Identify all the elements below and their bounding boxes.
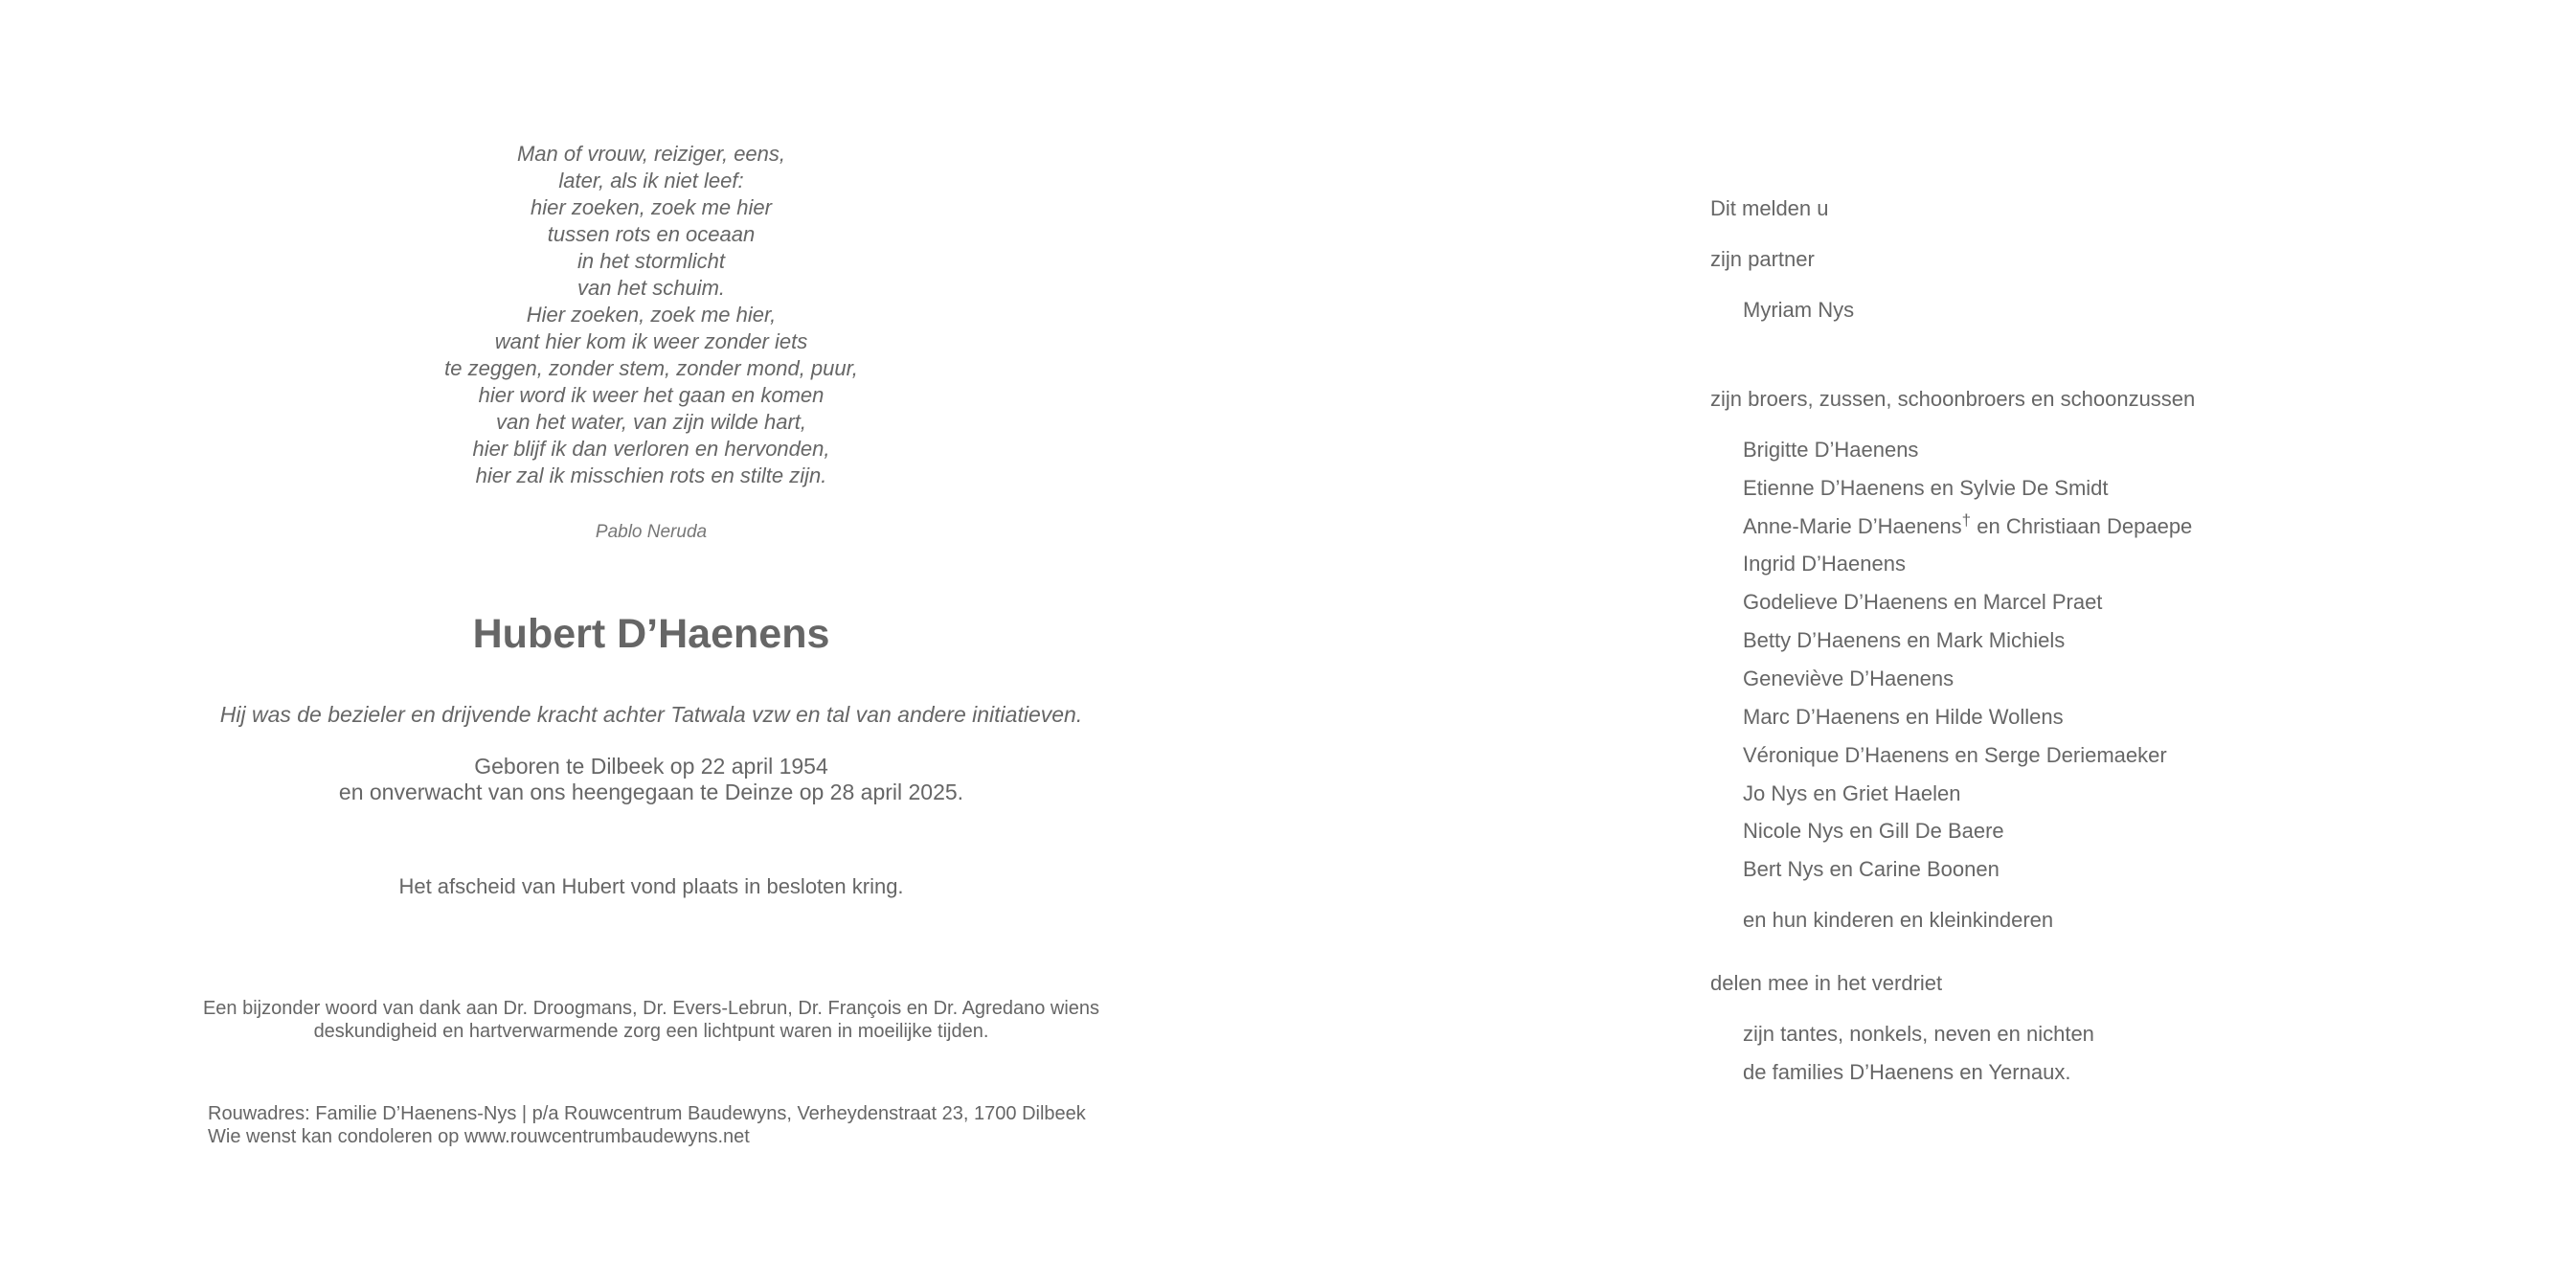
thanks-note: [172, 997, 1130, 1043]
poem-author: Pablo Neruda: [595, 522, 708, 542]
sibling-entry: [1743, 510, 2193, 540]
poem-line: tussen rots en oceaan: [547, 222, 756, 246]
descendants-line: en hun kinderen en kleinkinderen: [1743, 908, 2054, 932]
poem-line: hier blijf ik dan verloren en hervonden,: [472, 437, 830, 461]
sibling-entry: Brigitte D’Haenens: [1743, 438, 1919, 462]
sibling-entry: Betty D’Haenens en Mark Michiels: [1743, 628, 2066, 652]
sibling-entry: Geneviève D’Haenens: [1743, 667, 1955, 690]
address-line: Rouwadres: Familie D’Haenens-Nys | p/a Rouwcentrum Baudewyns, Verheydenstraat 23, 1700 Dilbeek: [208, 1103, 1086, 1124]
sibling-entry: Ingrid D’Haenens: [1743, 552, 1906, 576]
mourning-address: [208, 1102, 1146, 1148]
condolence-line: Wie wenst kan condoleren op www.rouwcentrumbaudewyns.net: [208, 1126, 750, 1147]
extended-family-entry: zijn tantes, nonkels, neven en nichten: [1743, 1022, 2094, 1046]
thanks-line: Een bijzonder woord van dank aan Dr. Droogmans, Dr. Evers-Lebrun, Dr. François en Dr. Agredano wiens: [202, 998, 1100, 1019]
poem-line: hier zal ik misschien rots en stilte zijn.: [475, 463, 827, 487]
death-line: en onverwacht van ons heengegaan te Deinze op 28 april 2025.: [338, 780, 964, 804]
farewell-note: Het afscheid van Hubert vond plaats in besloten kring.: [398, 874, 904, 898]
birth-death-info: [172, 754, 1130, 805]
poem-line: hier word ik weer het gaan en komen: [478, 383, 825, 407]
sibling-entry: Etienne D’Haenens en Sylvie De Smidt: [1743, 476, 2109, 500]
poem-line: van het schuim.: [576, 276, 726, 300]
siblings-label: zijn broers, zussen, schoonbroers en schoonzussen: [1710, 387, 2196, 411]
poem: [172, 141, 1130, 489]
poem-line: Man of vrouw, reiziger, eens,: [516, 142, 786, 166]
deceased-tagline: Hij was de bezieler en drijvende kracht achter Tatwala vzw en tal van andere initiatieven.: [219, 702, 1083, 727]
poem-line: in het stormlicht: [576, 249, 726, 273]
poem-line: hier zoeken, zoek me hier: [531, 195, 772, 219]
deceased-dagger: †: [1961, 510, 1972, 530]
sibling-entry: Godelieve D’Haenens en Marcel Praet: [1743, 590, 2103, 614]
share-label: delen mee in het verdriet: [1710, 971, 1943, 995]
sibling-entry: Marc D’Haenens en Hilde Wollens: [1743, 705, 2064, 729]
sibling-entry: Véronique D’Haenens en Serge Deriemaeker: [1743, 743, 2167, 767]
deceased-name: Hubert D’Haenens: [472, 611, 830, 657]
poem-line: Hier zoeken, zoek me hier,: [526, 303, 777, 327]
poem-line: van het water, van zijn wilde hart,: [495, 410, 807, 434]
announcement-intro: Dit melden u: [1710, 196, 1829, 220]
poem-line: te zeggen, zonder stem, zonder mond, puur,: [444, 356, 858, 380]
sibling-entry: Jo Nys en Griet Haelen: [1743, 781, 1961, 805]
extended-family-entry: de families D’Haenens en Yernaux.: [1743, 1060, 2071, 1084]
partner-label: zijn partner: [1710, 247, 1815, 271]
poem-line: later, als ik niet leef:: [558, 169, 744, 192]
birth-line: Geboren te Dilbeek op 22 april 1954: [474, 754, 828, 779]
sibling-partner: en Christiaan Depaepe: [1971, 514, 2193, 538]
sibling-name: Anne-Marie D’Haenens: [1743, 514, 1962, 538]
thanks-line: deskundigheid en hartverwarmende zorg een lichtpunt waren in moeilijke tijden.: [313, 1021, 989, 1042]
sibling-entry: Nicole Nys en Gill De Baere: [1743, 819, 2004, 843]
sibling-entry: Bert Nys en Carine Boonen: [1743, 857, 2000, 881]
poem-line: want hier kom ik weer zonder iets: [494, 329, 808, 353]
partner-name: Myriam Nys: [1743, 298, 1855, 322]
